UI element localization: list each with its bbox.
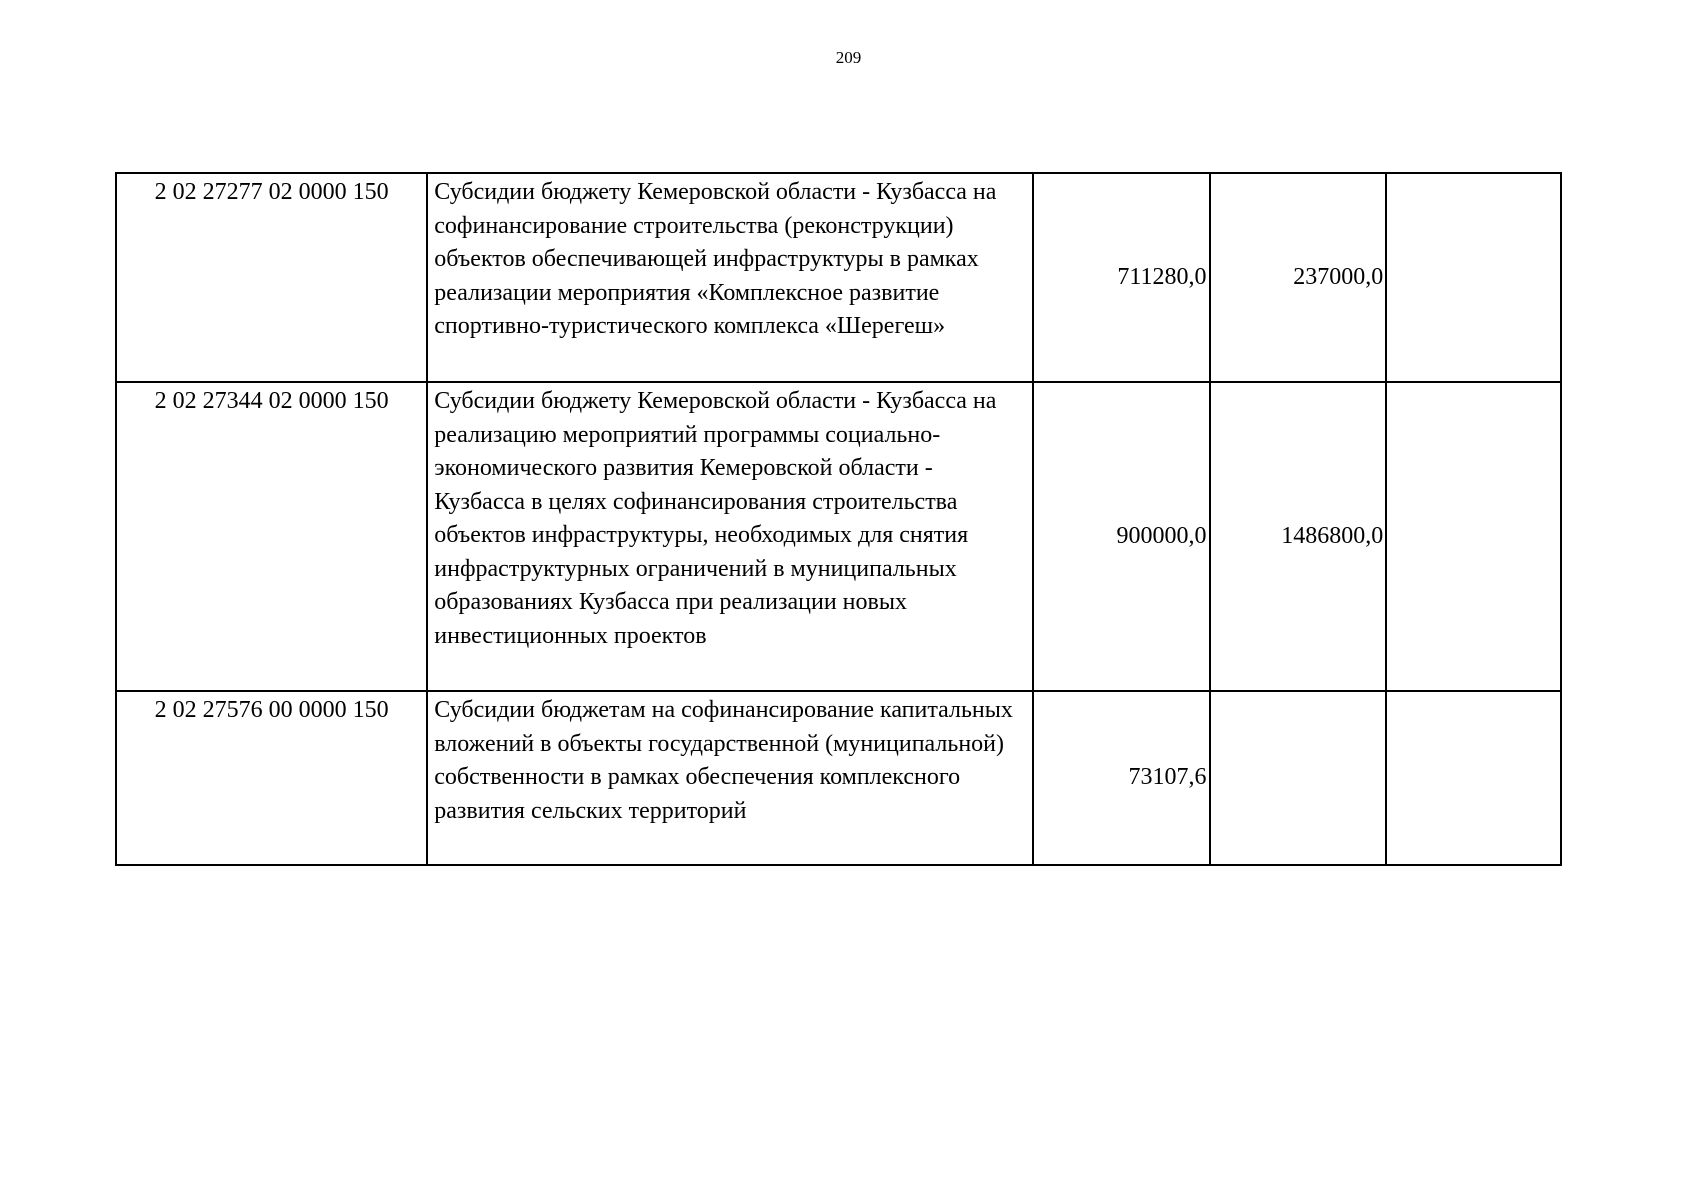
table-row	[116, 173, 1561, 382]
table-row	[116, 382, 1561, 691]
description-cell: Субсидии бюджету Кемеровской области - Кузбасса на реализацию мероприятий программы социально-экономического развития Кемеровской области - Кузбасса в целях софинансирования строительства объектов инфраструктуры, необходимых для снятия инфраструктурных ограничений в муниципальных образованиях Кузбасса при реализации новых инвестиционных проектов	[427, 382, 1033, 691]
amount-cell-1: 900000,0	[1033, 382, 1210, 691]
amount-cell-3	[1386, 382, 1561, 691]
amount-cell-2	[1210, 691, 1387, 865]
amount-cell-1: 73107,6	[1033, 691, 1210, 865]
page-number: 209	[835, 48, 862, 67]
amount-cell-1: 711280,0	[1033, 173, 1210, 382]
budget-code-cell: 2 02 27576 00 0000 150	[116, 691, 427, 865]
amount-cell-2: 237000,0	[1210, 173, 1387, 382]
budget-revenue-table	[115, 172, 1562, 866]
amount-cell-2: 1486800,0	[1210, 382, 1387, 691]
budget-code-cell: 2 02 27344 02 0000 150	[116, 382, 427, 691]
table-row	[116, 691, 1561, 865]
description-cell: Субсидии бюджетам на софинансирование капитальных вложений в объекты государственной (муниципальной) собственности в рамках обеспечения комплексного развития сельских территорий	[427, 691, 1033, 865]
description-cell: Субсидии бюджету Кемеровской области - Кузбасса на софинансирование строительства (реконструкции) объектов обеспечивающей инфраструктуры в рамках реализации мероприятия «Комплексное развитие спортивно-туристического комплекса «Шерегеш»	[427, 173, 1033, 382]
amount-cell-3	[1386, 173, 1561, 382]
amount-cell-3	[1386, 691, 1561, 865]
budget-code-cell: 2 02 27277 02 0000 150	[116, 173, 427, 382]
